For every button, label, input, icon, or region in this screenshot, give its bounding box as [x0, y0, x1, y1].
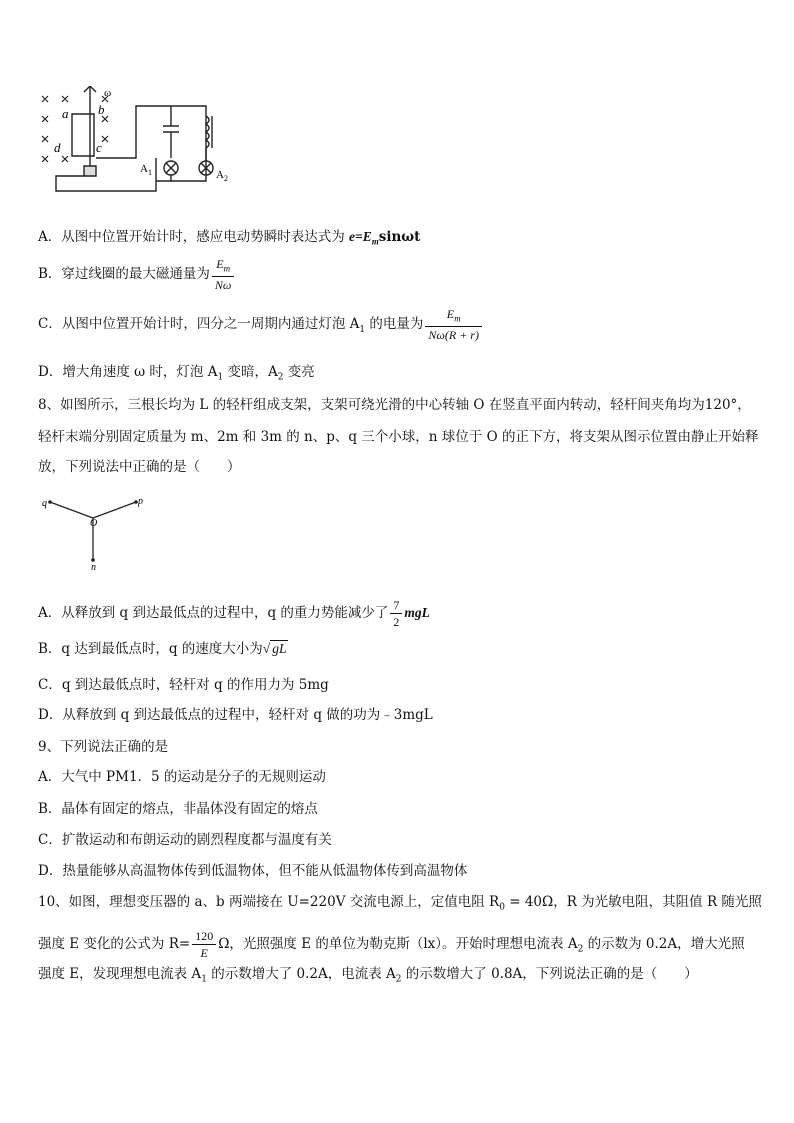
q7-option-d: D．增大角速度 ω 时，灯泡 $A_1$ 变暗，$A_2$ 变亮 [38, 364, 315, 383]
label-a2: $A_2$ [216, 169, 228, 183]
tripod-figure [38, 490, 148, 572]
label-o: O [90, 518, 98, 529]
q8-stem-line-2: 轻杆末端分别固定质量为 m、2m 和 3m 的 n、p、q 三个小球，n 球位于 O 的正下方，将支架从图示位置由静止开始释 [38, 429, 759, 445]
label-b: b [98, 102, 105, 117]
label-a1: $A_1$ [140, 163, 152, 177]
label-d: d [54, 140, 61, 155]
label-a: a [62, 106, 69, 121]
q8-option-a: A．从释放到 q 到达最低点的过程中，q 的重力势能减少了 $\frac{7}{2}$ mgL [38, 598, 430, 629]
q9-option-a: A．大气中 PM1．5 的运动是分子的无规则运动 [38, 769, 326, 785]
label-p: p [138, 496, 143, 507]
label-q: q [42, 498, 47, 509]
q9-option-b: B．晶体有固定的熔点，非晶体没有固定的熔点 [38, 801, 318, 817]
q7-option-b: B．穿过线圈的最大磁通量为 $\frac{E_m}{N\omega}$ [38, 256, 236, 293]
q8-stem-line-3: 放，下列说法中正确的是（ ） [38, 459, 241, 475]
q8-option-d: D．从释放到 q 到达最低点的过程中，轻杆对 q 做的功为﹣3mgL [38, 707, 433, 723]
q9-option-c: C．扩散运动和布朗运动的剧烈程度都与温度有关 [38, 832, 332, 848]
label-c: c [96, 140, 102, 155]
coil-and-axis [56, 86, 213, 191]
q9-stem: 9、下列说法正确的是 [38, 739, 169, 755]
q10-stem-line-1: 10、如图，理想变压器的 a、b 两端接在 U=220V 交流电源上，定值电阻 $R_0 = 40\Omega$，R 为光敏电阻，其阻值 R 随光照 [38, 894, 762, 913]
q9-option-d: D．热量能够从高温物体传到低温物体，但不能从低温物体传到高温物体 [38, 863, 468, 879]
generator-circuit-figure [36, 86, 236, 198]
q10-stem-line-2: 强度 E 变化的公式为 R= $\frac{120}{E}$ Ω，光照强度 E 的单位为勒克斯（lx）。开始时理想电流表 $A_2$ 的示数为 0.2A，增大光照 [38, 929, 745, 960]
q7-option-c: C．从图中位置开始计时，四分之一周期内通过灯泡 $A_1$ 的电量为 $\frac{E_m}{N\omega(R + r)}$ [38, 306, 484, 343]
omega-label: ω [104, 87, 112, 99]
q7-option-a: A．从图中位置开始计时，感应电动势瞬时表达式为 $e=E_m\sin\omega t$ [38, 229, 421, 247]
q8-option-b: B．q 达到最低点时，q 的速度大小为√ gL [38, 641, 287, 657]
q8-option-c: C．q 到达最低点时，轻杆对 q 的作用力为 5mg [38, 677, 329, 693]
label-n: n [91, 562, 96, 572]
q10-stem-line-3: 强度 E，发现理想电流表 $A_1$ 的示数增大了 0.2A，电流表 $A_2$ 的示数增大了 0.8A，下列说法正确的是（ ） [38, 966, 698, 985]
q8-stem-line-1: 8、如图所示，三根长均为 L 的轻杆组成支架，支架可绕光滑的中心转轴 O 在竖直平面内转动，轻杆间夹角均为120°， [38, 397, 751, 413]
